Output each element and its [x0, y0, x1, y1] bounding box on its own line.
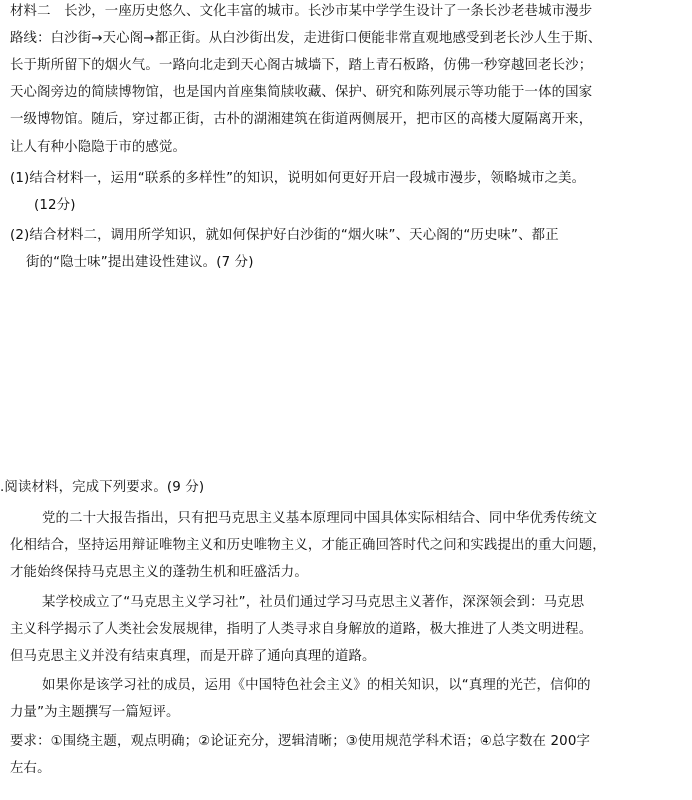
section-heading: .阅读材料，完成下列要求。(9 分) — [0, 480, 205, 495]
text-line: 一级博物馆。随后，穿过都正街，古朴的湖湘建筑在街道两侧展开，把市区的高楼大厦隔离开来， — [10, 112, 593, 127]
text-line: 某学校成立了“马克思主义学习社”，社员们通过学习马克思主义著作，深深领会到：马克思 — [42, 595, 585, 610]
text-line: 材料二 长沙，一座历史悠久、文化丰富的城市。长沙市某中学学生设计了一条长沙老巷城市漫步 — [10, 4, 593, 19]
text-line: 要求：①围绕主题，观点明确；②论证充分，逻辑清晰；③使用规范学科术语；④总字数在 200字 — [10, 734, 591, 749]
text-line: 天心阁旁边的简牍博物馆，也是国内首座集简牍收藏、保护、研究和陈列展示等功能于一体的国家 — [10, 85, 593, 100]
text-line: 让人有种小隐隐于市的感觉。 — [10, 140, 187, 155]
question-text: 街的“隐士味”提出建设性建议。(7 分) — [26, 255, 254, 270]
text-line: 路线：白沙街→天心阁→都正街。从白沙街出发，走进街口便能非常直观地感受到老长沙人生于斯、 — [10, 31, 602, 46]
question-text: (1)结合材料一，运用“联系的多样性”的知识，说明如何更好开启一段城市漫步，领略城市之美。 — [10, 171, 586, 186]
text-line: 党的二十大报告指出，只有把马克思主义基本原理同中国具体实际相结合、同中华优秀传统文 — [42, 511, 598, 526]
text-line: 但马克思主义并没有结束真理，而是开辟了通向真理的道路。 — [10, 649, 376, 664]
question-text: (2)结合材料二，调用所学知识，就如何保护好白沙街的“烟火味”、天心阁的“历史味”、都正 — [10, 228, 559, 243]
text-line: 长于斯所留下的烟火气。一路向北走到天心阁古城墙下，踏上青石板路，仿佛一秒穿越回老长沙； — [10, 58, 593, 73]
text-line: 才能始终保持马克思主义的蓬勃生机和旺盛活力。 — [10, 565, 308, 580]
question-score: (12分) — [34, 198, 76, 213]
text-line: 如果你是该学习社的成员，运用《中国特色社会主义》的相关知识，以“真理的光芒，信仰的 — [42, 678, 591, 693]
text-line: 化相结合，坚持运用辩证唯物主义和历史唯物主义，才能正确回答时代之问和实践提出的重大问题， — [10, 538, 606, 553]
text-line: 力量”为主题撰写一篇短评。 — [10, 705, 180, 720]
text-line: 主义科学揭示了人类社会发展规律，指明了人类寻求自身解放的道路，极大推进了人类文明进程。 — [10, 622, 593, 637]
text-line: 左右。 — [10, 761, 51, 776]
